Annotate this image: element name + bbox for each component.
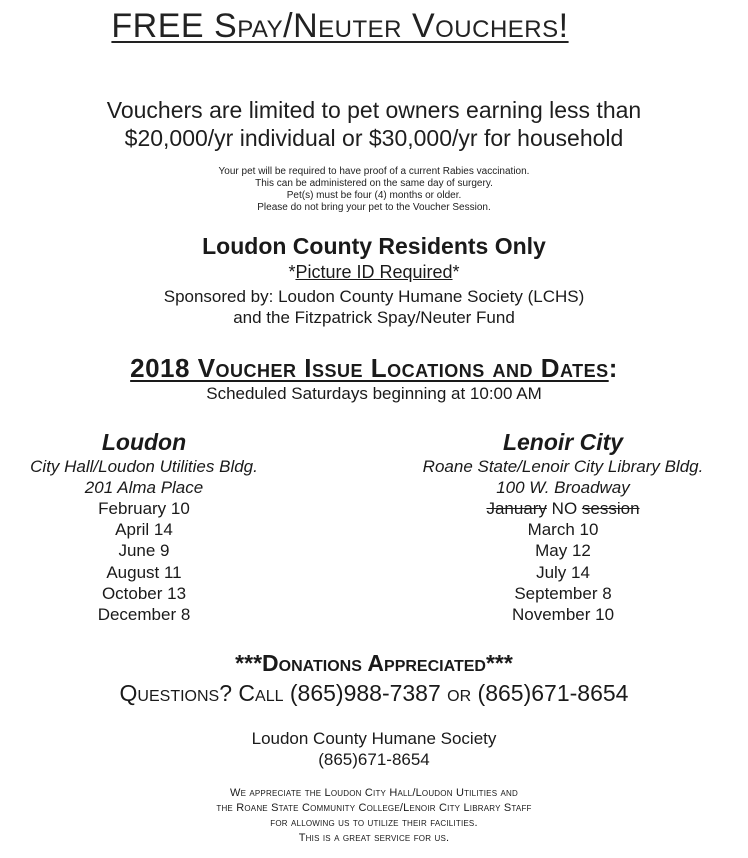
organization-phone: (865)671-8654	[318, 750, 430, 769]
cancelled-note: NO	[551, 499, 578, 518]
donations-note: ***Donations Appreciated***	[235, 650, 513, 676]
session-date: August 11	[106, 562, 182, 582]
sponsor-info	[0, 286, 748, 328]
session-date: March 10	[527, 520, 599, 540]
income-line-2: $20,000/yr individual or $30,000/yr for household	[124, 125, 624, 151]
requirement-same-day: This can be administered on the same day of surgery.	[255, 178, 493, 189]
location-address: 201 Alma Place	[84, 478, 204, 497]
thanks-line-3: for allowing us to utilize their facilities.	[270, 817, 478, 829]
session-date: December 8	[97, 605, 191, 625]
thanks-line-2: the Roane State Community College/Lenoir City Library Staff	[216, 802, 532, 814]
picture-id-note	[0, 261, 748, 283]
requirement-rabies: Your pet will be required to have proof of a current Rabies vaccination.	[218, 166, 530, 177]
schedule-subheading: Scheduled Saturdays beginning at 10:00 AM	[206, 384, 542, 403]
picture-id-suffix: *	[452, 262, 460, 282]
session-date: July 14	[536, 562, 590, 582]
sponsor-line-1: Sponsored by: Loudon County Humane Society (LCHS)	[163, 287, 585, 306]
session-date: September 8	[514, 583, 612, 603]
flyer-title	[0, 4, 680, 48]
thanks-line-4: This is a great service for us.	[298, 832, 450, 844]
organization-info	[0, 728, 748, 770]
session-date: May 12	[535, 541, 591, 561]
questions-contact: Questions? Call (865)988-7387 or (865)671-8654	[119, 680, 629, 706]
session-date: October 13	[101, 583, 187, 603]
requirement-age: Pet(s) must be four (4) months or older.	[286, 190, 462, 201]
session-date: February 10	[98, 499, 190, 518]
session-date: June 9	[118, 541, 170, 561]
location-building: Roane State/Lenoir City Library Bldg.	[422, 457, 704, 476]
location-city: Loudon	[101, 429, 187, 455]
residents-heading: Loudon County Residents Only	[202, 233, 546, 259]
session-date: November 10	[511, 605, 615, 625]
location-building: City Hall/Loudon Utilities Bldg.	[30, 457, 258, 476]
schedule-heading	[0, 352, 748, 384]
session-date: April 14	[115, 520, 173, 540]
location-lenoir-city	[378, 428, 748, 625]
picture-id-prefix: *	[288, 262, 296, 282]
thanks-line-1: We appreciate the Loudon City Hall/Loudon Utilities and	[229, 787, 518, 799]
schedule-heading-text: 2018 Voucher Issue Locations and Dates	[130, 353, 609, 383]
flyer-title-text: FREE Spay/Neuter Vouchers!	[111, 7, 569, 45]
location-city: Lenoir City	[502, 429, 624, 455]
thanks-note	[0, 786, 748, 846]
organization-name: Loudon County Humane Society	[251, 729, 497, 748]
requirement-no-pets: Please do not bring your pet to the Voucher Session.	[257, 202, 491, 213]
sponsor-line-2: and the Fitzpatrick Spay/Neuter Fund	[233, 308, 515, 327]
location-address: 100 W. Broadway	[496, 478, 630, 497]
schedule-heading-colon: :	[608, 353, 618, 383]
income-limits	[0, 96, 748, 152]
cancelled-session	[378, 498, 748, 519]
cancelled-month: January	[486, 499, 547, 518]
pet-requirements	[0, 166, 748, 214]
picture-id-text: Picture ID Required	[295, 262, 453, 282]
cancelled-note-struck: session	[581, 499, 640, 518]
income-line-1: Vouchers are limited to pet owners earning less than	[106, 97, 642, 123]
location-loudon	[0, 428, 290, 625]
